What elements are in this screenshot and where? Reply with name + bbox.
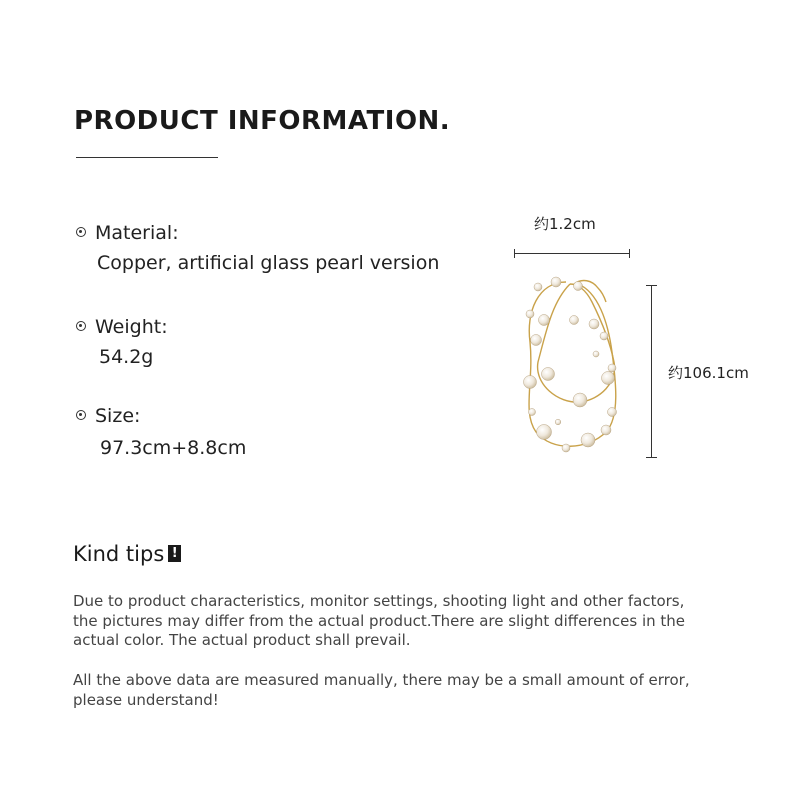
bullet-icon bbox=[76, 227, 86, 237]
bullet-icon bbox=[76, 321, 86, 331]
kind-tips-title: Kind tips bbox=[73, 542, 165, 566]
dimension-length-label: 约106.1cm bbox=[668, 364, 749, 382]
dimension-width-cap-left bbox=[514, 249, 515, 258]
title-underline bbox=[76, 157, 218, 158]
pearl-necklace-image bbox=[508, 272, 638, 462]
tips-paragraph-measurement: All the above data are measured manually, there may be a small amount of error, please understand! bbox=[73, 671, 690, 709]
spec-size bbox=[76, 405, 140, 427]
dimension-length-line bbox=[651, 285, 652, 457]
bullet-icon bbox=[76, 410, 86, 420]
dimension-width-line bbox=[514, 253, 630, 254]
exclamation-icon: ! bbox=[168, 545, 181, 562]
tips-paragraph-disclaimer: Due to product characteristics, monitor settings, shooting light and other factors, the pictures may differ from the actual product.There are slight differences in the actual color. The actual product shall prevail. bbox=[73, 592, 685, 649]
spec-value-material: Copper, artificial glass pearl version bbox=[97, 252, 440, 274]
dimension-length-cap-bottom bbox=[646, 457, 657, 458]
spec-label: Size: bbox=[95, 405, 141, 427]
spec-label: Weight: bbox=[95, 316, 168, 338]
dimension-length-cap-top bbox=[646, 285, 657, 286]
spec-material bbox=[76, 222, 179, 244]
dimension-width-label: 约1.2cm bbox=[534, 215, 596, 233]
spec-label: Material: bbox=[95, 222, 179, 244]
kind-tips-heading bbox=[73, 542, 181, 566]
spec-value-size: 97.3cm+8.8cm bbox=[100, 437, 247, 459]
page-title: PRODUCT INFORMATION. bbox=[74, 106, 451, 136]
dimension-width-cap-right bbox=[629, 249, 630, 258]
spec-value-weight: 54.2g bbox=[99, 346, 154, 368]
spec-weight bbox=[76, 316, 168, 338]
